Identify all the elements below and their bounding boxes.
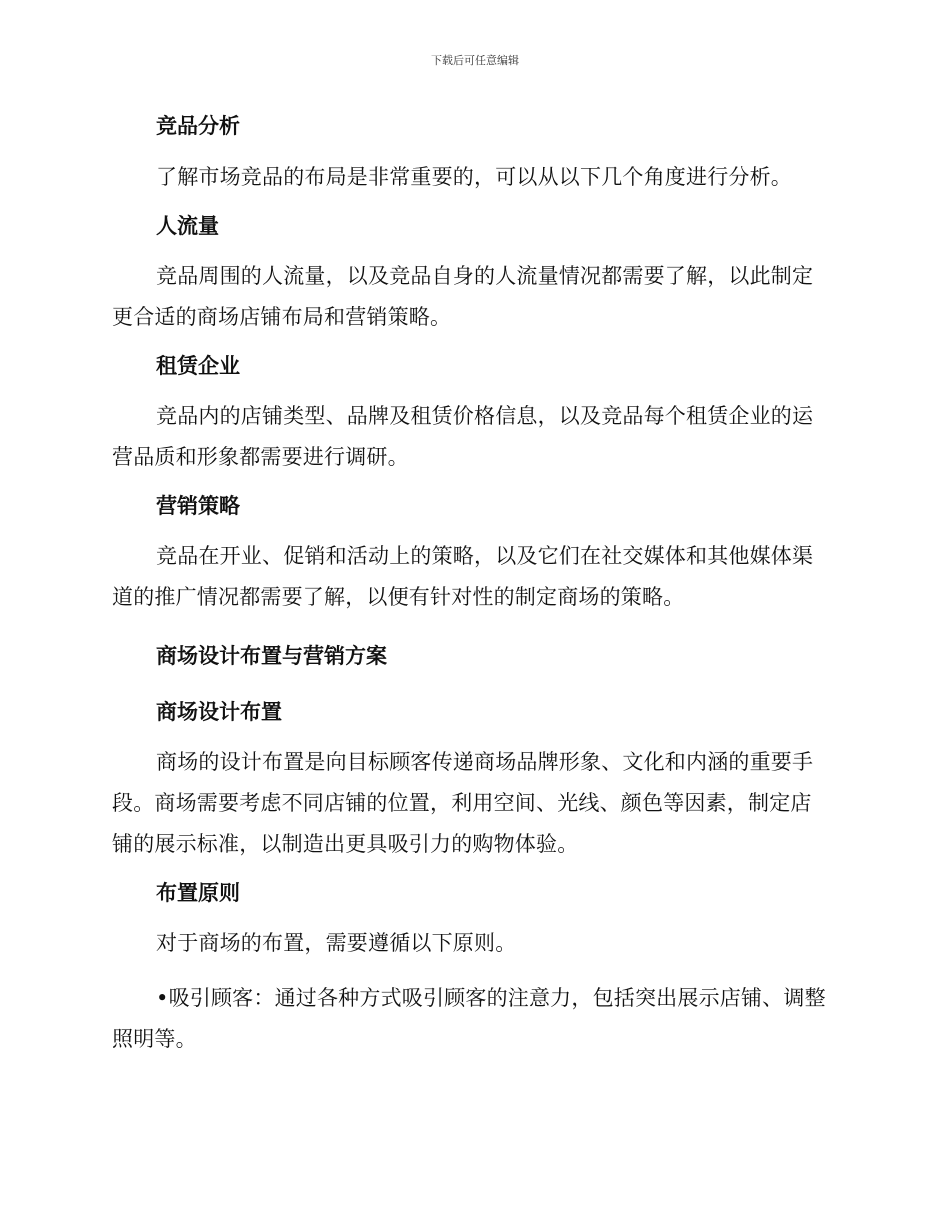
paragraph-foot-traffic: 竞品周围的人流量，以及竞品自身的人流量情况都需要了解，以此制定更合适的商场店铺布局和营销策略。 — [112, 264, 814, 329]
paragraph-tenants: 竞品内的店铺类型、品牌及租赁价格信息，以及竞品每个租赁企业的运营品质和形象都需要进行调研。 — [112, 404, 814, 469]
section-heading-design-and-marketing: 商场设计布置与营销方案 — [156, 644, 387, 668]
section-heading-competitor-analysis: 竞品分析 — [156, 114, 240, 138]
section-heading-tenants: 租赁企业 — [156, 354, 240, 378]
paragraph-marketing-strategy: 竞品在开业、促销和活动上的策略，以及它们在社交媒体和其他媒体渠道的推广情况都需要了解，以便有针对性的制定商场的策略。 — [112, 544, 814, 609]
paragraph-layout-principles: 对于商场的布置，需要遵循以下原则。 — [156, 931, 517, 955]
document-body — [112, 104, 832, 1060]
section-heading-foot-traffic: 人流量 — [156, 214, 219, 238]
page-header: 下载后可任意编辑 — [431, 54, 519, 67]
paragraph-mall-design: 商场的设计布置是向目标顾客传递商场品牌形象、文化和内涵的重要手段。商场需要考虑不同店铺的位置，利用空间、光线、颜色等因素，制定店铺的展示标准，以制造出更具吸引力的购物体验。 — [112, 750, 814, 856]
section-heading-layout-principles: 布置原则 — [156, 881, 240, 905]
bullet-attract-customers: •吸引顾客：通过各种方式吸引顾客的注意力，包括突出展示店铺、调整照明等。 — [112, 986, 826, 1051]
section-heading-mall-design: 商场设计布置 — [156, 700, 282, 724]
paragraph-competitor-intro: 了解市场竞品的布局是非常重要的，可以从以下几个角度进行分析。 — [156, 165, 792, 189]
section-heading-marketing-strategy: 营销策略 — [156, 494, 240, 518]
